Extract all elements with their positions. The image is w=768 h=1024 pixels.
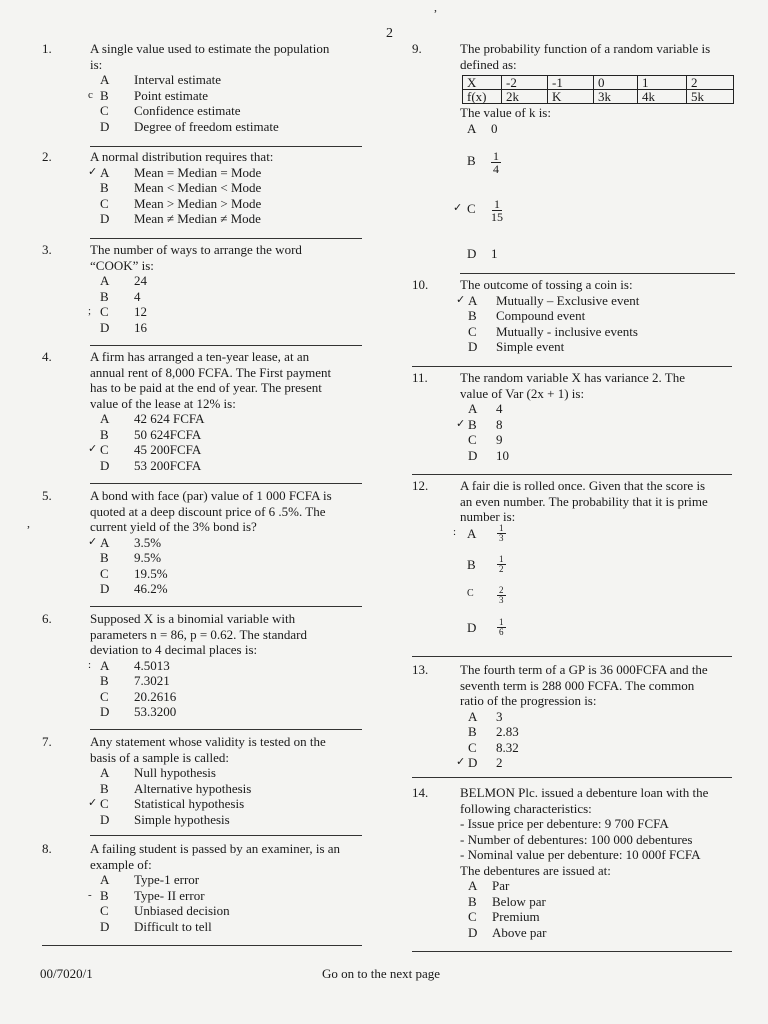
question-number: 8. — [42, 841, 52, 856]
table-cell: 3k — [594, 90, 638, 104]
divider — [42, 945, 362, 946]
question-stem: A normal distribution requires that: — [90, 149, 274, 164]
option-d: ✓ D 2 — [456, 755, 503, 770]
option-c: ✓ C Statistical hypothesis — [88, 796, 245, 811]
option-d: D 53 200FCFA — [100, 457, 202, 473]
exam-code: 00/7020/1 — [40, 966, 93, 981]
table-cell: f(x) — [463, 90, 502, 104]
option-d: D 53.3200 — [100, 704, 177, 719]
option-a: A Null hypothesis — [100, 765, 216, 780]
option-b: B Mean < Median < Mode — [100, 180, 262, 195]
question-number: 4. — [42, 349, 52, 364]
divider — [90, 345, 362, 346]
question-stem: The probability function of a random variable is defined as: — [460, 41, 711, 72]
divider — [412, 656, 732, 657]
option-a: A 4 — [468, 401, 503, 416]
option-b: B Below par — [468, 893, 546, 909]
divider — [90, 483, 362, 484]
question-number: 1. — [42, 41, 52, 56]
option-a: A Par — [468, 878, 510, 893]
option-c: C Mean > Median > Mode — [100, 195, 262, 211]
table-cell: K — [548, 90, 594, 104]
option-b: ✓ B 8 — [456, 416, 503, 432]
divider — [90, 729, 362, 730]
fraction: $\frac{1}{15}$ — [491, 197, 503, 224]
option-d: D Above par — [468, 924, 547, 940]
question-number: 2. — [42, 149, 52, 164]
continue-note: Go on to the next page — [322, 966, 441, 981]
divider — [460, 273, 735, 274]
fraction: $\frac{1}{6}$ — [499, 617, 504, 637]
table-cell: -1 — [548, 76, 594, 90]
question-stem: A failing student is passed by an examiner, is an example of: — [90, 841, 341, 872]
question-9-tail — [460, 105, 750, 121]
table-cell: 0 — [594, 76, 638, 90]
table-row-x — [463, 76, 734, 90]
option-b: B 7.3021 — [100, 673, 170, 688]
option-d: D Mean ≠ Median ≠ Mode — [100, 211, 261, 226]
table-row-fx — [463, 90, 734, 104]
option-c: C 8.32 — [468, 739, 519, 755]
question-stem: A single value used to estimate the population is: — [90, 41, 330, 72]
question-number: 12. — [412, 478, 429, 493]
scan-speck: , — [434, 0, 437, 14]
question-number: 10. — [412, 277, 429, 292]
option-c: C Unbiased decision — [100, 903, 230, 918]
divider — [412, 366, 732, 367]
option-b: B 9.5% — [100, 550, 162, 565]
option-a: ✓ A 3.5% — [88, 534, 162, 550]
question-number: 5. — [42, 488, 52, 503]
scan-speck: , — [27, 516, 30, 530]
fraction: $\frac{1}{3}$ — [499, 523, 504, 543]
option-d: D 10 — [468, 447, 509, 463]
option-a: A 24 — [100, 273, 147, 288]
option-c: C 20.2616 — [100, 688, 177, 704]
question-number: 7. — [42, 734, 52, 749]
option-c: C 19.5% — [100, 565, 168, 581]
option-c: C Premium — [468, 909, 540, 924]
question-number: 6. — [42, 611, 52, 626]
option-a: A Type-1 error — [100, 872, 200, 887]
option-b: c B Point estimate — [88, 87, 209, 103]
question-text: The value of k is: — [460, 105, 551, 120]
question-stem: The fourth term of a GP is 36 000FCFA and the seventh term is 288 000 FCFA. The common ratio of the progression is: — [460, 662, 708, 708]
question-number: 3. — [42, 242, 52, 257]
table-cell: 2 — [687, 76, 734, 90]
option-b: B Compound event — [468, 308, 586, 323]
option-a: ✓ A Mutually – Exclusive event — [456, 292, 640, 308]
table-cell: -2 — [502, 76, 548, 90]
option-d: D Degree of freedom estimate — [100, 118, 279, 134]
page-number: 2 — [386, 26, 393, 41]
question-number: 11. — [412, 370, 428, 385]
divider — [412, 474, 732, 475]
option-c: C Confidence estimate — [100, 103, 241, 118]
question-stem: BELMON Plc. issued a debenture loan with the following characteristics: - Issue price per debenture: 9 700 FCFA - Number of debentures: 100 000 debentures - Nominal value per debenture: 10 000f FCFA The debentures are issued at: — [460, 785, 709, 878]
fraction: $\frac{1}{2}$ — [499, 554, 504, 574]
option-a: : A 4.5013 — [88, 657, 170, 673]
fraction: $\frac{2}{3}$ — [499, 585, 504, 605]
question-stem: A fair die is rolled once. Given that the score is an even number. The probability that it is prime number is: — [460, 478, 708, 524]
question-stem: A bond with face (par) value of 1 000 FCFA is quoted at a deep discount price of 6 .5%. The current yield of the 3% bond is? — [90, 488, 332, 534]
option-d: D Difficult to tell — [100, 918, 212, 934]
option-b: B 2.83 — [468, 724, 519, 739]
question-stem: The number of ways to arrange the word “COOK” is: — [90, 242, 302, 273]
divider — [90, 835, 362, 836]
option-d: D 46.2% — [100, 581, 168, 596]
question-number: 14. — [412, 785, 429, 800]
question-stem: Supposed X is a binomial variable with parameters n = 86, p = 0.62. The standard deviation to 4 decimal places is: — [90, 611, 307, 657]
question-number: 9. — [412, 41, 422, 56]
option-d: D Simple hypothesis — [100, 811, 230, 827]
option-a: ✓ A Mean = Median = Mode — [88, 164, 262, 180]
table-cell: 5k — [687, 90, 734, 104]
divider — [90, 606, 362, 607]
option-a: A 3 — [468, 708, 503, 724]
table-cell: 1 — [638, 76, 687, 90]
option-b: - B Type- II error — [88, 887, 205, 903]
option-b: B 50 624FCFA — [100, 426, 202, 442]
fraction: $\frac{1}{4}$ — [493, 149, 499, 176]
table-cell: 4k — [638, 90, 687, 104]
probability-table — [462, 75, 734, 104]
option-c: C Mutually - inclusive events — [468, 323, 638, 339]
option-d: D Simple event — [468, 339, 565, 354]
question-stem: The outcome of tossing a coin is: — [460, 277, 633, 292]
table-cell: X — [463, 76, 502, 90]
option-a: A 42 624 FCFA — [100, 411, 205, 426]
option-c: ; C 12 — [88, 304, 147, 319]
option-b: B Alternative hypothesis — [100, 780, 252, 796]
option-a: A Interval estimate — [100, 72, 221, 87]
option-d: D 16 — [100, 319, 147, 335]
divider — [90, 238, 362, 239]
table-cell: 2k — [502, 90, 548, 104]
option-c: C 9 — [468, 432, 503, 447]
divider — [412, 777, 732, 778]
option-b: B 4 — [100, 288, 141, 304]
question-stem: A firm has arranged a ten-year lease, at an annual rent of 8,000 FCFA. The First payment has to be paid at the end of year. The present value of the lease at 12% is: — [90, 349, 332, 411]
question-stem: The random variable X has variance 2. The value of Var (2x + 1) is: — [460, 370, 685, 401]
question-stem: Any statement whose validity is tested on the basis of a sample is called: — [90, 734, 326, 765]
option-c: ✓ C 45 200FCFA — [88, 442, 202, 457]
question-number: 13. — [412, 662, 429, 677]
divider — [412, 951, 732, 952]
divider — [90, 146, 362, 147]
